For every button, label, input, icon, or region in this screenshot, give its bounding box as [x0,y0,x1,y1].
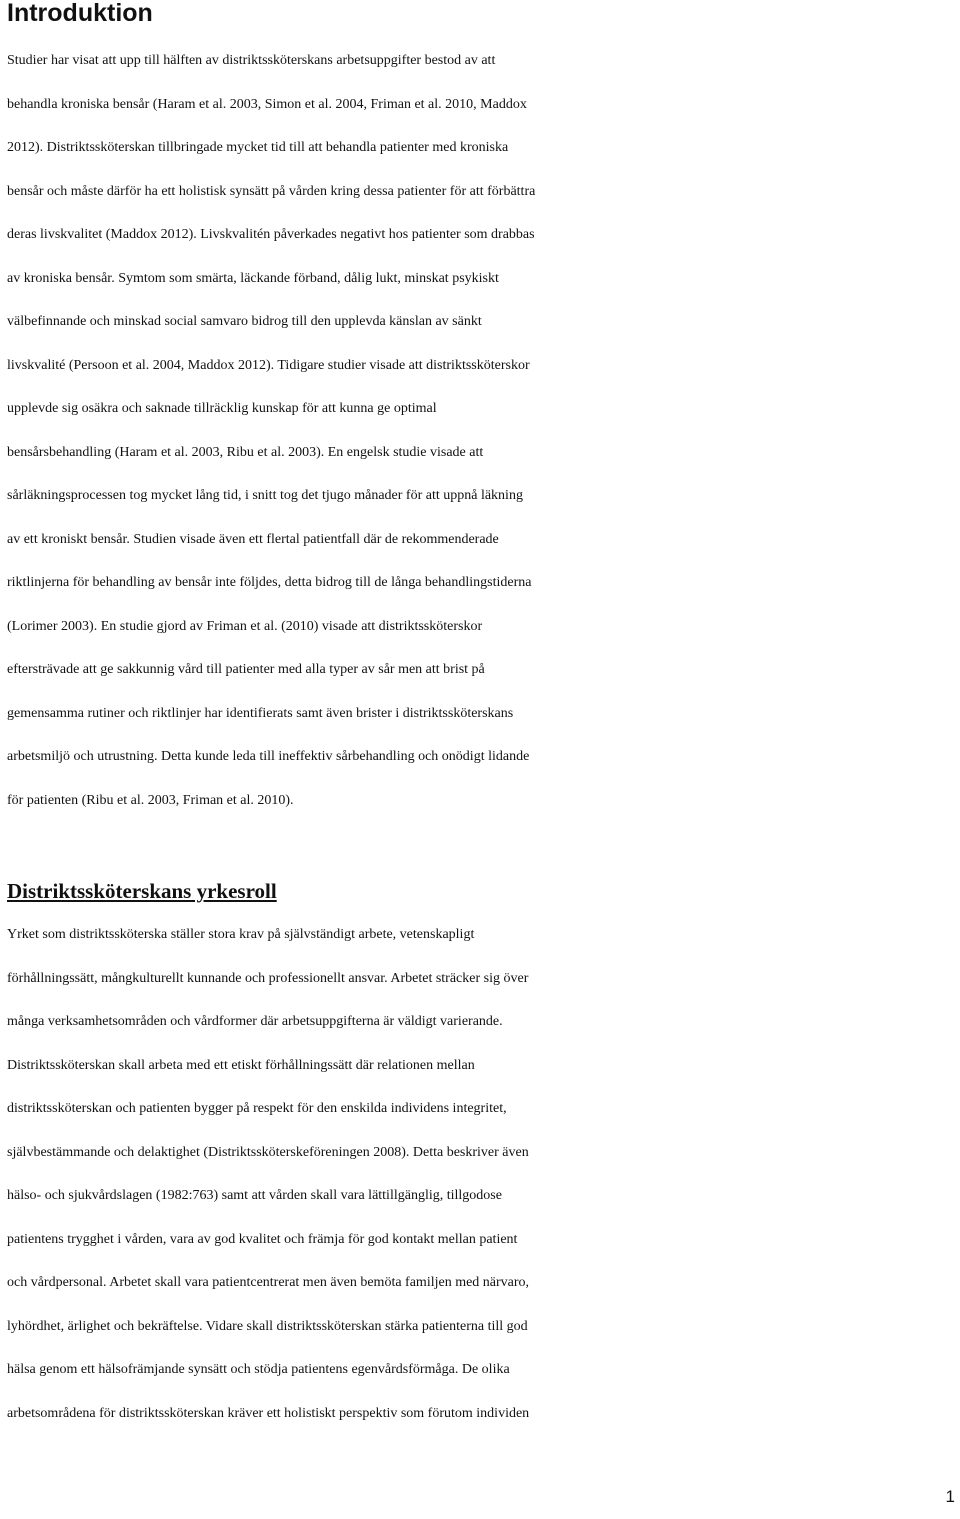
paragraph-introduction [7,39,960,822]
text-line: arbetsområdena för distriktssköterskan kräver ett holistiskt perspektiv som förutom individen [7,1405,530,1421]
text-line: många verksamhetsområden och vårdformer där arbetsuppgifterna är väldigt varierande. [7,1014,503,1029]
text-line: av kroniska bensår. Symtom som smärta, läckande förband, dålig lukt, minskat psykiskt [7,270,499,286]
text-line: och vårdpersonal. Arbetet skall vara patientcentrerat men även bemöta familjen med närvaro, [7,1275,530,1290]
text-line: deras livskvalitet (Maddox 2012). Livskvalitén påverkades negativt hos patienter som drabbas [7,227,535,242]
subsection-title: Distriktssköterskans yrkesroll [7,879,277,903]
section-title: Introduktion [7,0,153,27]
text-line: riktlinjerna för behandling av bensår inte följdes, detta bidrog till de långa behandlingstiderna [7,575,532,590]
text-line: bensår och måste därför ha ett holistisk synsätt på vården kring dessa patienter för att förbättra [7,183,536,199]
text-line: Distriktssköterskan skall arbeta med ett etiskt förhållningssätt där relationen mellan [7,1057,475,1073]
text-line: för patienten (Ribu et al. 2003, Friman et al. 2010). [7,792,294,808]
text-line: 2012). Distriktssköterskan tillbringade mycket tid till att behandla patienter med kroniska [7,140,509,155]
text-line: hälsa genom ett hälsofrämjande synsätt och stödja patientens egenvårdsförmåga. De olika [7,1362,510,1377]
text-line: Studier har visat att upp till hälften av distriktssköterskans arbetsuppgifter bestod av att [7,53,496,68]
text-line: upplevde sig osäkra och saknade tillräcklig kunskap för att kunna ge optimal [7,401,437,416]
text-line: självbestämmande och delaktighet (Distriktssköterskeföreningen 2008). Detta beskriver även [7,1144,529,1160]
text-line: Yrket som distriktssköterska ställer stora krav på självständigt arbete, vetenskapligt [7,927,475,942]
text-line: patientens trygghet i vården, vara av god kvalitet och främja för god kontakt mellan patient [7,1231,518,1247]
paragraph-yrkesroll [7,913,960,1435]
text-line: bensårsbehandling (Haram et al. 2003, Ribu et al. 2003). En engelsk studie visade att [7,444,484,460]
text-line: lyhördhet, ärlighet och bekräftelse. Vidare skall distriktssköterskan stärka patienterna till god [7,1318,528,1334]
text-line: livskvalité (Persoon et al. 2004, Maddox 2012). Tidigare studier visade att distriktssköterskor [7,357,530,373]
text-line: av ett kroniskt bensår. Studien visade även ett flertal patientfall där de rekommenderade [7,531,499,547]
page-number: 1 [945,1487,955,1506]
text-line: eftersträvade att ge sakkunnig vård till patienter med alla typer av sår men att brist på [7,662,485,677]
text-line: sårläkningsprocessen tog mycket lång tid, i snitt tog det tjugo månader för att uppnå läkning [7,488,523,503]
text-line: behandla kroniska bensår (Haram et al. 2003, Simon et al. 2004, Friman et al. 2010, Maddox [7,96,527,112]
text-line: gemensamma rutiner och riktlinjer har identifierats samt även brister i distriktssköterskans [7,705,514,721]
text-line: förhållningssätt, mångkulturellt kunnande och professionellt ansvar. Arbetet sträcker sig över [7,970,529,986]
text-line: välbefinnande och minskad social samvaro bidrog till den upplevda känslan av sänkt [7,314,482,329]
text-line: arbetsmiljö och utrustning. Detta kunde leda till ineffektiv sårbehandling och onödigt lidande [7,749,530,764]
text-line: hälso- och sjukvårdslagen (1982:763) samt att vården skall vara lättillgänglig, tillgodose [7,1188,502,1203]
text-line: distriktssköterskan och patienten bygger på respekt för den enskilda individens integritet, [7,1101,507,1116]
text-line: (Lorimer 2003). En studie gjord av Friman et al. (2010) visade att distriktssköterskor [7,618,483,634]
